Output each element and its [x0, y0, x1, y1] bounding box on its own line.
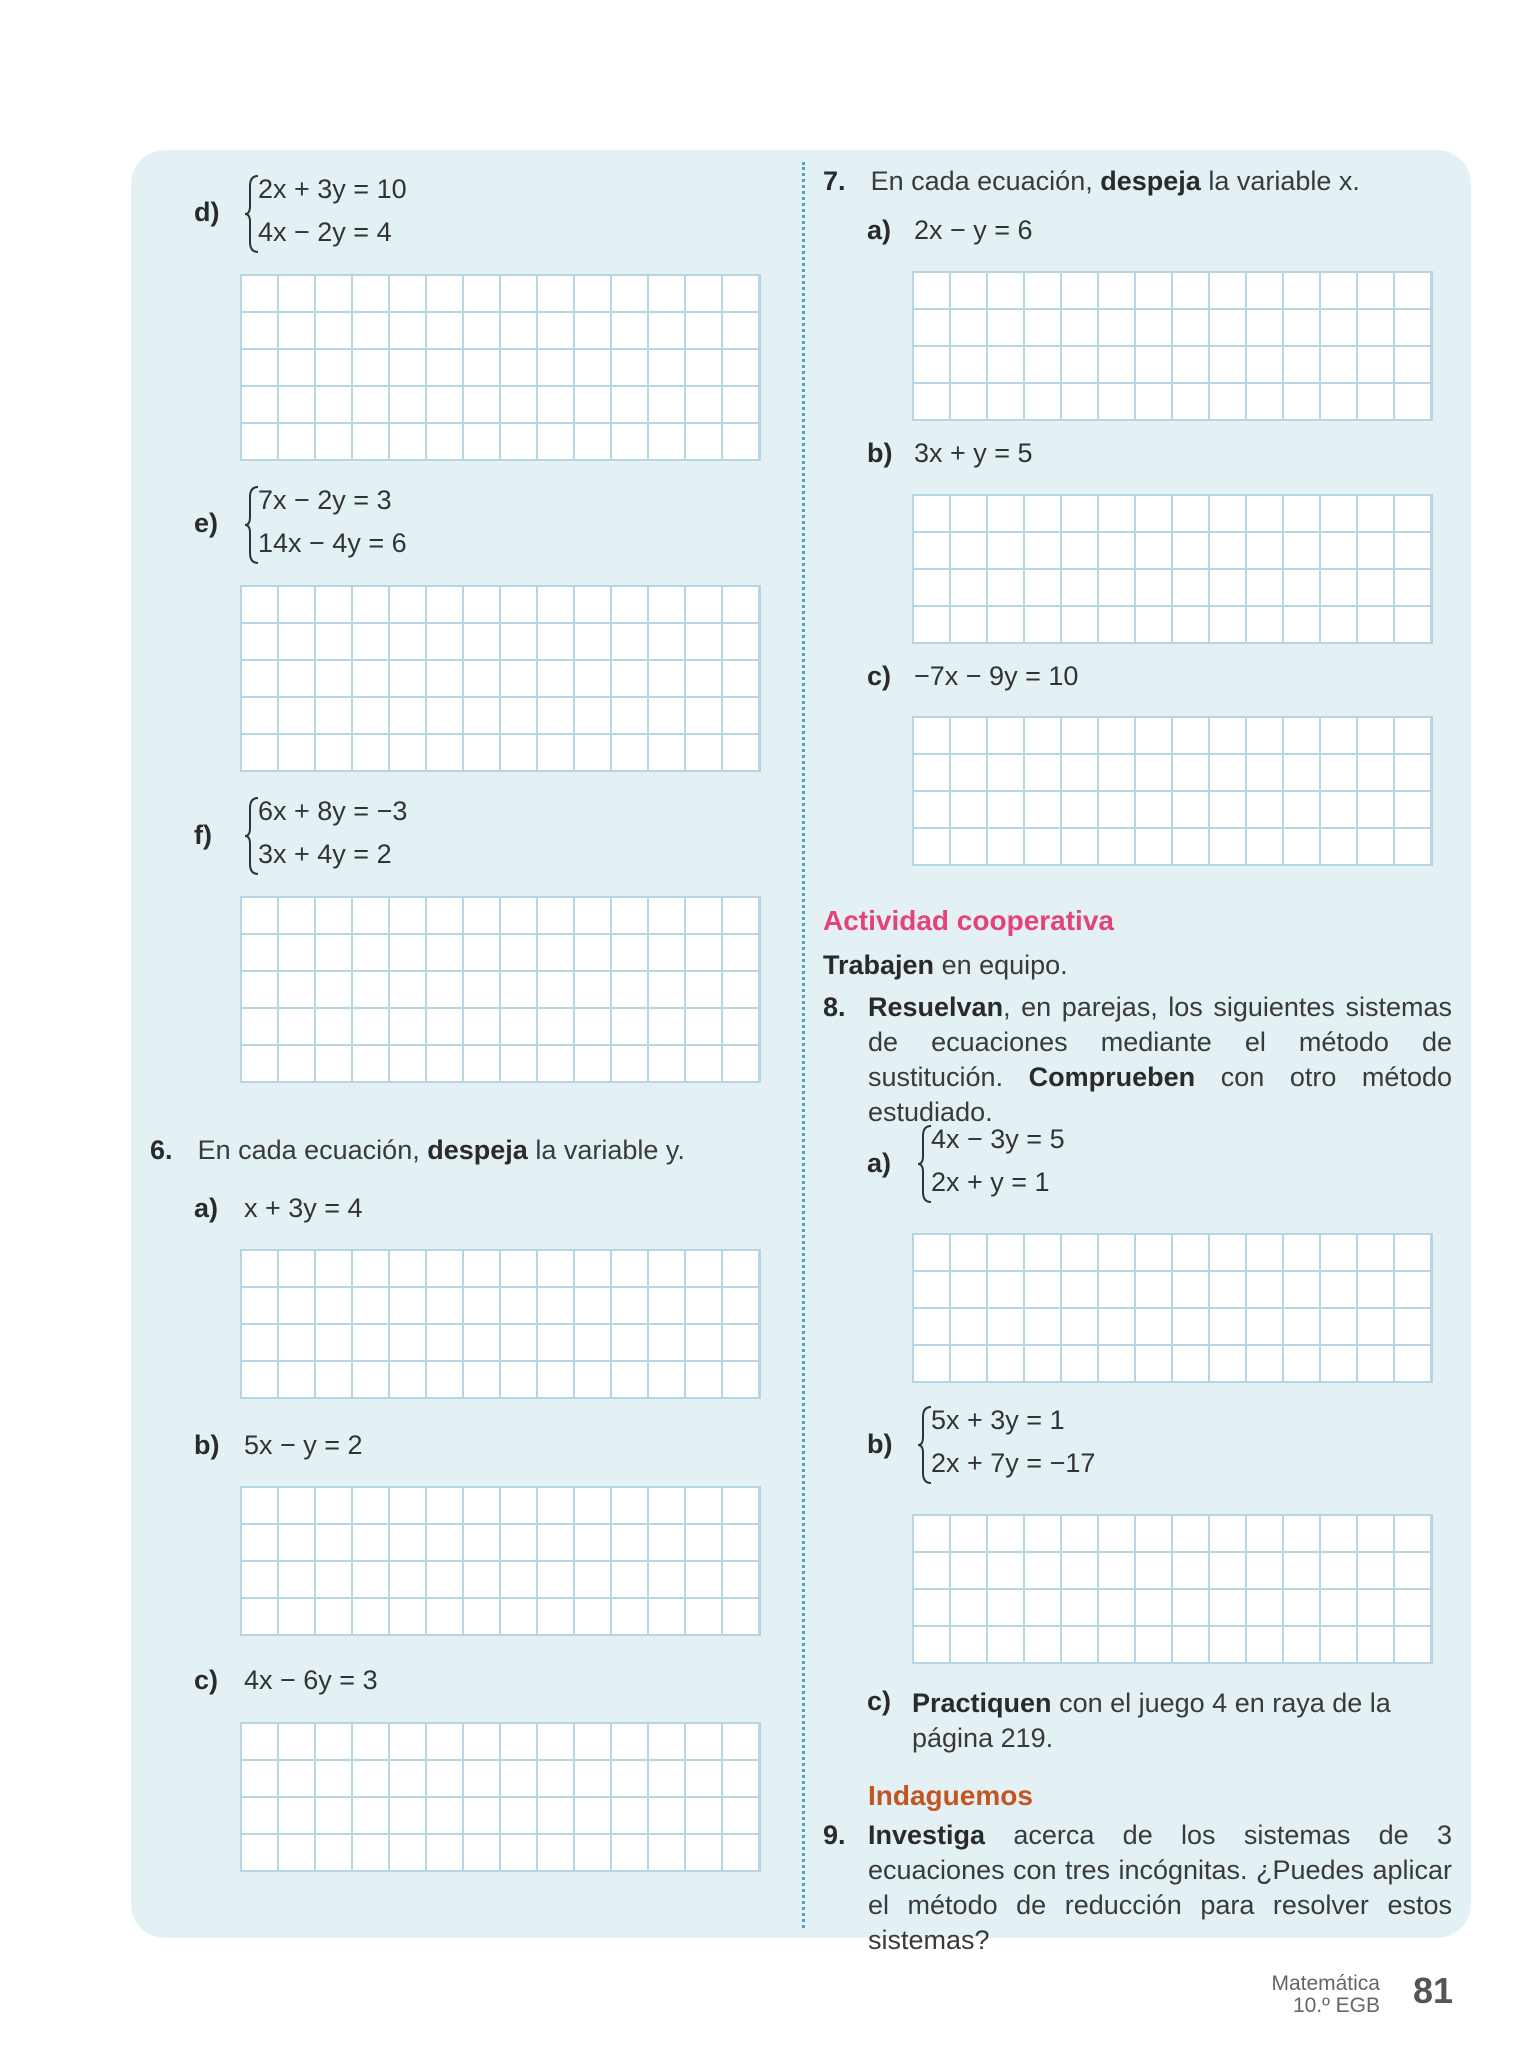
item-f-equation-1: 6x + 8y = −3 [258, 796, 408, 826]
answer-grid-8a[interactable] [912, 1233, 1433, 1383]
item-d-equation-2: 4x − 2y = 4 [258, 217, 392, 247]
q8-c-text [912, 1686, 1452, 1756]
answer-grid-6c[interactable] [240, 1722, 761, 1872]
q8-a-equation-1: 4x − 3y = 5 [931, 1124, 1065, 1154]
q6-a-equation: x + 3y = 4 [244, 1193, 363, 1223]
q6-c-equation: 4x − 6y = 3 [244, 1665, 378, 1695]
question-6-text-before: En cada ecuación, [197, 1135, 420, 1165]
question-6 [150, 1133, 780, 1168]
q8-c-label: c) [867, 1686, 892, 1716]
item-d-equation-1: 2x + 3y = 10 [258, 174, 407, 204]
item-e-equation-1: 7x − 2y = 3 [258, 485, 392, 515]
q8-b-equation-2: 2x + 7y = −17 [931, 1448, 1096, 1478]
answer-grid-7b[interactable] [912, 494, 1433, 644]
question-7-text-before: En cada ecuación, [870, 166, 1093, 196]
answer-grid-e[interactable] [240, 585, 761, 772]
answer-grid-f[interactable] [240, 896, 761, 1083]
footer-subject-block [1180, 1973, 1380, 2017]
answer-grid-d[interactable] [240, 274, 761, 461]
q6-b-label: b) [194, 1430, 220, 1460]
question-8-text [868, 990, 1452, 1130]
q7-b-label: b) [867, 438, 893, 468]
question-9-body: acerca de los sistemas de 3 ecuaciones con tres incógnitas. ¿Puedes aplicar el método de reducción para resolver estos sistemas? [868, 1820, 1452, 1955]
q7-c-equation: −7x − 9y = 10 [914, 661, 1079, 691]
q8-b-equation-1: 5x + 3y = 1 [931, 1405, 1065, 1435]
cooperative-activity-title: Actividad cooperativa [823, 905, 1114, 936]
question-8-keyword-1: Resuelvan [868, 992, 1004, 1022]
q6-b-equation: 5x − y = 2 [244, 1430, 363, 1460]
item-f-equation-2: 3x + 4y = 2 [258, 839, 392, 869]
q6-c-label: c) [194, 1665, 219, 1695]
page-number: 81 [1413, 1970, 1454, 2011]
answer-grid-6a[interactable] [240, 1249, 761, 1399]
question-8-number: 8. [823, 992, 846, 1022]
question-8-keyword-2: Comprueben [1028, 1062, 1196, 1092]
q8-c-keyword: Practiquen [912, 1688, 1052, 1718]
answer-grid-6b[interactable] [240, 1486, 761, 1636]
question-9-text [868, 1818, 1452, 1958]
q8-a-equation-2: 2x + y = 1 [931, 1167, 1050, 1197]
question-9-number: 9. [823, 1820, 846, 1850]
question-7-number: 7. [823, 166, 846, 196]
q8-c-body: con el juego 4 en raya de la página 219. [912, 1688, 1391, 1753]
item-e-equation-2: 14x − 4y = 6 [258, 528, 407, 558]
q8-b-label: b) [867, 1429, 893, 1459]
question-7 [823, 164, 1463, 199]
question-7-keyword: despeja [1100, 166, 1201, 196]
footer-subject: Matemática [1271, 1972, 1380, 1995]
q7-b-equation: 3x + y = 5 [914, 438, 1033, 468]
cooperative-intro-text: en equipo. [941, 950, 1068, 980]
q7-c-label: c) [867, 661, 892, 691]
item-d-label: d) [194, 197, 220, 227]
answer-grid-7a[interactable] [912, 271, 1433, 421]
question-8-text-1: , en parejas, los siguientes sistemas de ecuaciones mediante el método de sustitución. [868, 992, 1452, 1092]
q7-a-equation: 2x − y = 6 [914, 215, 1033, 245]
item-e-label: e) [194, 508, 219, 538]
item-f-label: f) [194, 820, 212, 850]
q6-a-label: a) [194, 1193, 219, 1223]
answer-grid-7c[interactable] [912, 716, 1433, 866]
column-divider [802, 162, 805, 1928]
question-8-text-2: con otro método estudiado. [868, 1062, 1452, 1127]
q7-a-label: a) [867, 215, 892, 245]
question-9-keyword: Investiga [868, 1820, 986, 1850]
q8-a-label: a) [867, 1148, 892, 1178]
cooperative-intro [823, 948, 1068, 983]
question-6-number: 6. [150, 1135, 173, 1165]
question-6-text-after: la variable y. [535, 1135, 685, 1165]
footer-grade: 10.º EGB [1292, 1994, 1380, 2017]
indaguemos-title: Indaguemos [868, 1780, 1033, 1811]
question-6-keyword: despeja [427, 1135, 528, 1165]
question-7-text-after: la variable x. [1208, 166, 1360, 196]
cooperative-intro-keyword: Trabajen [823, 950, 935, 980]
answer-grid-8b[interactable] [912, 1514, 1433, 1664]
